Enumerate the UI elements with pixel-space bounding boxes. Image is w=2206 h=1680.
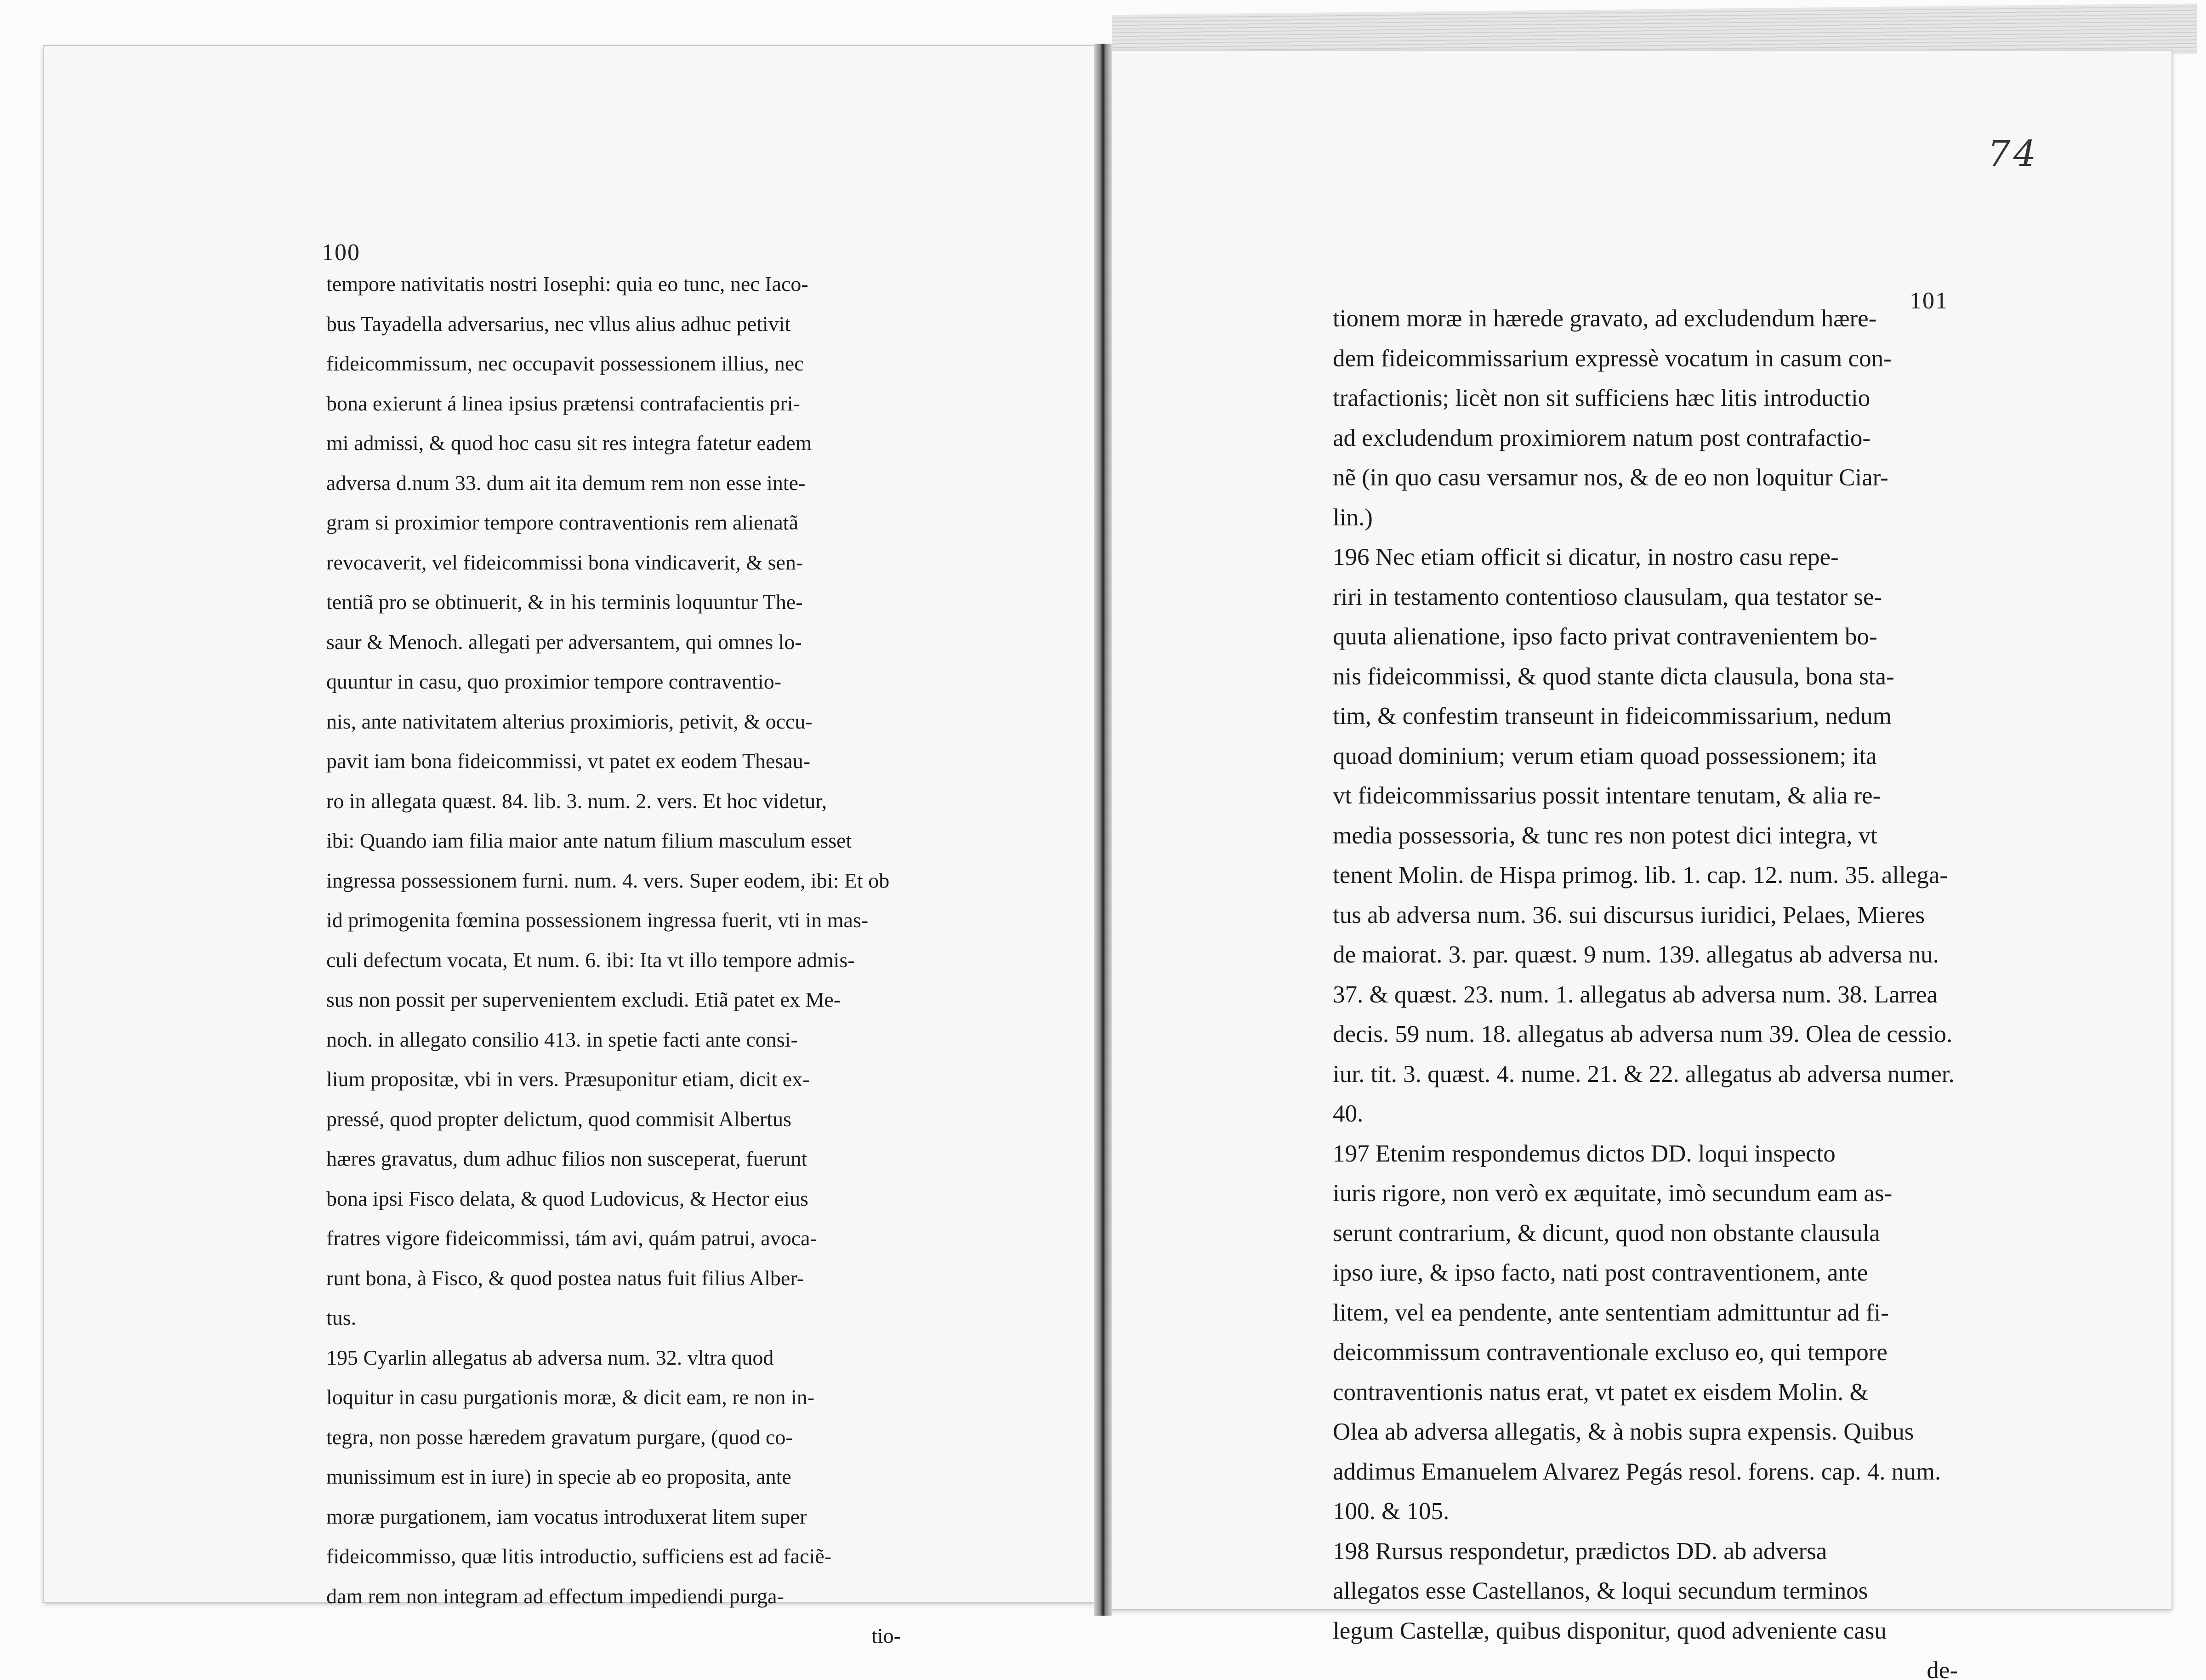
- text-line: litem, vel ea pendente, ante sententiam admittuntur ad fi-: [1333, 1299, 1889, 1326]
- text-line: 196 Nec etiam officit si dicatur, in nostro casu repe-: [1333, 544, 1839, 570]
- text-line: tenent Molin. de Hispa primog. lib. 1. cap. 12. num. 35. allega-: [1333, 862, 1948, 888]
- text-line: 100. & 105.: [1333, 1498, 1450, 1525]
- text-line: tim, & confestim transeunt in fideicommissarium, nedum: [1333, 703, 1892, 729]
- text-line: quuta alienatione, ipso facto privat contravenientem bo-: [1333, 623, 1877, 650]
- text-line: iur. tit. 3. quæst. 4. nume. 21. & 22. allegatus ab adversa numer.: [1333, 1060, 1955, 1088]
- text-line: Olea ab adversa allegatis, & à nobis supra expensis. Quibus: [1333, 1418, 1914, 1445]
- handwritten-folio-number: 74: [1988, 133, 2039, 175]
- text-line: loquitur in casu purgationis moræ, & dicit eam, re non in-: [326, 1385, 815, 1409]
- text-line: ingressa possessionem furni. num. 4. vers. Super eodem, ibi: Et ob: [326, 868, 890, 892]
- text-line: nis fideicommissi, & quod stante dicta clausula, bona sta-: [1333, 663, 1894, 690]
- text-line: tus ab adversa num. 36. sui discursus iuridici, Pelaes, Mieres: [1333, 901, 1925, 928]
- text-line: culi defectum vocata, Et num. 6. ibi: Ita vt illo tempore admis-: [326, 948, 855, 972]
- right-page-text: [1333, 299, 1958, 1680]
- text-line: quoad dominium; verum etiam quoad possessionem; ita: [1333, 742, 1877, 769]
- left-page-number: 100: [322, 239, 360, 266]
- text-line: pavit iam bona fideicommissi, vt patet ex eodem Thesau-: [326, 749, 811, 773]
- text-line: vt fideicommissarius possit intentare tenutam, & alia re-: [1333, 782, 1881, 809]
- text-line: quuntur in casu, quo proximior tempore contraventio-: [326, 670, 782, 693]
- text-line: nẽ (in quo casu versamur nos, & de eo non loquitur Ciar-: [1333, 464, 1888, 491]
- text-line: bona ipsi Fisco delata, & quod Ludovicus, & Hector eius: [326, 1186, 808, 1210]
- text-line: fideicommissum, nec occupavit possessionem illius, nec: [326, 352, 804, 375]
- text-line: sus non possit per supervenientem excludi. Etiã patet ex Me-: [326, 988, 841, 1011]
- text-line: 37. & quæst. 23. num. 1. allegatus ab adversa num. 38. Larrea: [1333, 981, 1938, 1008]
- text-line: 198 Rursus respondetur, prædictos DD. ab adversa: [1333, 1538, 1827, 1565]
- text-line: tentiã pro se obtinuerit, & in his terminis loquuntur The-: [326, 590, 803, 614]
- right-page-number: 101: [1910, 288, 1948, 314]
- text-line: tionem moræ in hærede gravato, ad excludendum hære-: [1333, 305, 1877, 332]
- text-line: pressé, quod propter delictum, quod commisit Albertus: [326, 1107, 791, 1131]
- text-line: fratres vigore fideicommissi, tám avi, quám patrui, avoca-: [326, 1226, 817, 1250]
- left-page-text: [326, 264, 901, 1656]
- text-line: nis, ante nativitatem alterius proximioris, petivit, & occu-: [326, 709, 813, 733]
- text-line: allegatos esse Castellanos, & loqui secundum terminos: [1333, 1577, 1868, 1604]
- text-line: ro in allegata quæst. 84. lib. 3. num. 2. vers. Et hoc videtur,: [326, 789, 827, 813]
- book-gutter: [1094, 44, 1112, 1616]
- text-line: tus.: [326, 1306, 357, 1329]
- text-line: addimus Emanuelem Alvarez Pegás resol. forens. cap. 4. num.: [1333, 1458, 1941, 1485]
- text-line: dem fideicommissarium expressè vocatum in casum con-: [1333, 345, 1892, 372]
- text-line: moræ purgationem, iam vocatus introduxerat litem super: [326, 1504, 807, 1528]
- text-line: serunt contrarium, & dicunt, quod non obstante clausula: [1333, 1219, 1880, 1247]
- text-line: bona exierunt á linea ipsius prætensi contrafacientis pri-: [326, 391, 800, 415]
- text-line: 195 Cyarlin allegatus ab adversa num. 32. vltra quod: [326, 1345, 774, 1369]
- text-line: deicommissum contraventionale excluso eo, qui tempore: [1333, 1339, 1888, 1366]
- text-line: noch. in allegato consilio 413. in spetie facti ante consi-: [326, 1027, 798, 1051]
- text-line: saur & Menoch. allegati per adversantem, qui omnes lo-: [326, 630, 802, 654]
- text-line: decis. 59 num. 18. allegatus ab adversa num 39. Olea de cessio.: [1333, 1021, 1953, 1048]
- text-line: dam rem non integram ad effectum impediendi purga-: [326, 1584, 784, 1608]
- text-line: trafactionis; licèt non sit sufficiens hæc litis introductio: [1333, 385, 1871, 411]
- text-line: 40.: [1333, 1100, 1364, 1127]
- text-line: ipso iure, & ipso facto, nati post contraventionem, ante: [1333, 1259, 1868, 1286]
- text-line: hæres gravatus, dum adhuc filios non susceperat, fuerunt: [326, 1147, 807, 1170]
- text-line: mi admissi, & quod hoc casu sit res integra fatetur eadem: [326, 431, 812, 455]
- text-line: id primogenita fœmina possessionem ingressa fuerit, vti in mas-: [326, 908, 869, 932]
- text-line: adversa d.num 33. dum ait ita demum rem non esse inte-: [326, 471, 806, 495]
- text-line: tempore nativitatis nostri Iosephi: quia eo tunc, nec Iaco-: [326, 272, 808, 296]
- text-line: bus Tayadella adversarius, nec vllus alius adhuc petivit: [326, 312, 791, 336]
- text-line: media possessoria, & tunc res non potest dici integra, vt: [1333, 822, 1877, 849]
- text-line: tegra, non posse hæredem gravatum purgare, (quod co-: [326, 1425, 793, 1449]
- text-line: ibi: Quando iam filia maior ante natum filium masculum esset: [326, 829, 852, 852]
- text-line: de maiorat. 3. par. quæst. 9 num. 139. allegatus ab adversa nu.: [1333, 941, 1939, 968]
- catchword: tio-: [871, 1624, 901, 1647]
- text-line: gram si proximior tempore contraventionis rem alienatã: [326, 511, 799, 534]
- text-line: riri in testamento contentioso clausulam, qua testator se-: [1333, 583, 1882, 610]
- text-line: munissimum est in iure) in specie ab eo proposita, ante: [326, 1465, 791, 1488]
- text-line: iuris rigore, non verò ex æquitate, imò secundum eam as-: [1333, 1180, 1893, 1207]
- text-line: lium propositæ, vbi in vers. Præsuponitur etiam, dicit ex-: [326, 1067, 810, 1091]
- text-line: legum Castellæ, quibus disponitur, quod adveniente casu: [1333, 1617, 1887, 1644]
- text-line: runt bona, à Fisco, & quod postea natus fuit filius Alber-: [326, 1266, 804, 1290]
- text-line: ad excludendum proximiorem natum post contrafactio-: [1333, 424, 1871, 451]
- text-line: contraventionis natus erat, vt patet ex eisdem Molin. &: [1333, 1378, 1869, 1406]
- text-line: 197 Etenim respondemus dictos DD. loqui inspecto: [1333, 1140, 1836, 1167]
- text-line: revocaverit, vel fideicommissi bona vindicaverit, & sen-: [326, 550, 803, 574]
- text-line: lin.): [1333, 504, 1373, 531]
- text-line: fideicommisso, quæ litis introductio, sufficiens est ad faciẽ-: [326, 1544, 832, 1568]
- catchword: de-: [1927, 1657, 1958, 1680]
